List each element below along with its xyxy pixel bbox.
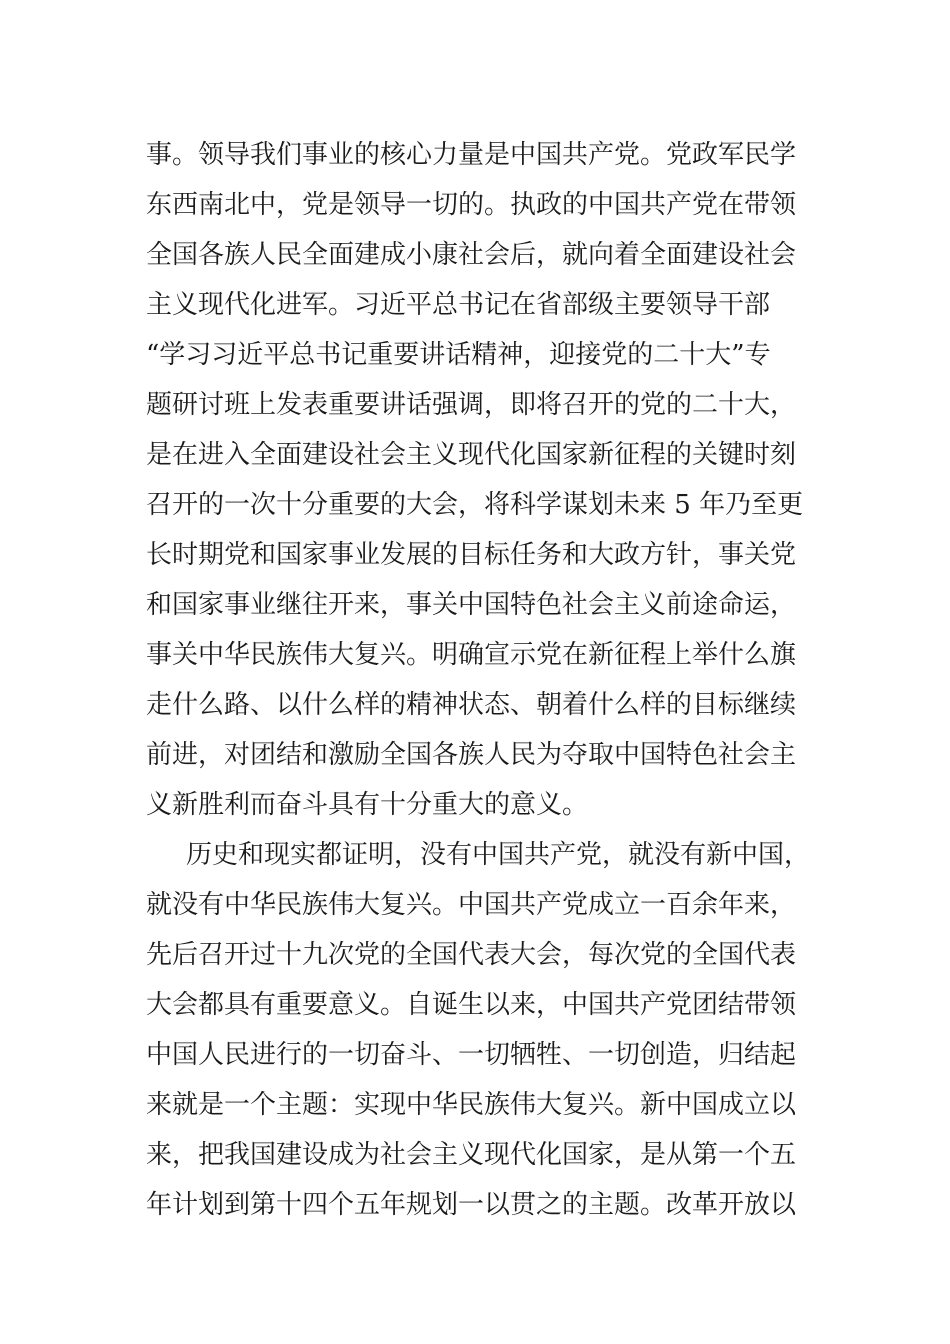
- text-line: 全国各族人民全面建成小康社会后，就向着全面建设社会: [146, 240, 797, 270]
- text-line: 前进，对团结和激励全国各族人民为夺取中国特色社会主: [146, 740, 797, 770]
- text-line: 来就是一个主题：实现中华民族伟大复兴。新中国成立以: [146, 1090, 797, 1120]
- text-line: 事关中华民族伟大复兴。明确宣示党在新征程上举什么旗: [146, 640, 797, 670]
- text-line: 东西南北中，党是领导一切的。执政的中国共产党在带领: [146, 190, 797, 220]
- text-line: 题研讨班上发表重要讲话强调，即将召开的党的二十大，: [146, 390, 797, 420]
- text-line: 就没有中华民族伟大复兴。中国共产党成立一百余年来，: [146, 890, 797, 920]
- text-line: 年计划到第十四个五年规划一以贯之的主题。改革开放以: [146, 1190, 797, 1220]
- text-line: 来，把我国建设成为社会主义现代化国家，是从第一个五: [146, 1140, 797, 1170]
- text-line: 事。领导我们事业的核心力量是中国共产党。党政军民学: [146, 140, 797, 170]
- text-line: 是在进入全面建设社会主义现代化国家新征程的关键时刻: [146, 440, 797, 470]
- text-line: 长时期党和国家事业发展的目标任务和大政方针，事关党: [146, 540, 797, 570]
- text-line: 主义现代化进军。习近平总书记在省部级主要领导干部: [146, 290, 771, 320]
- text-line: 大会都具有重要意义。自诞生以来，中国共产党团结带领: [146, 990, 797, 1020]
- text-line: 先后召开过十九次党的全国代表大会，每次党的全国代表: [146, 940, 797, 970]
- text-line: 义新胜利而奋斗具有十分重大的意义。: [146, 790, 589, 820]
- text-line: “学习习近平总书记重要讲话精神，迎接党的二十大”专: [146, 340, 771, 370]
- text-line: 走什么路、以什么样的精神状态、朝着什么样的目标继续: [146, 690, 797, 720]
- text-line: 召开的一次十分重要的大会，将科学谋划未来 5 年乃至更: [146, 490, 804, 520]
- paragraph-first-line: 历史和现实都证明，没有中国共产党，就没有新中国，: [186, 840, 811, 870]
- text-line: 中国人民进行的一切奋斗、一切牺牲、一切创造，归结起: [146, 1040, 797, 1070]
- text-line: 和国家事业继往开来，事关中国特色社会主义前途命运，: [146, 590, 797, 620]
- body-text: [146, 130, 811, 1230]
